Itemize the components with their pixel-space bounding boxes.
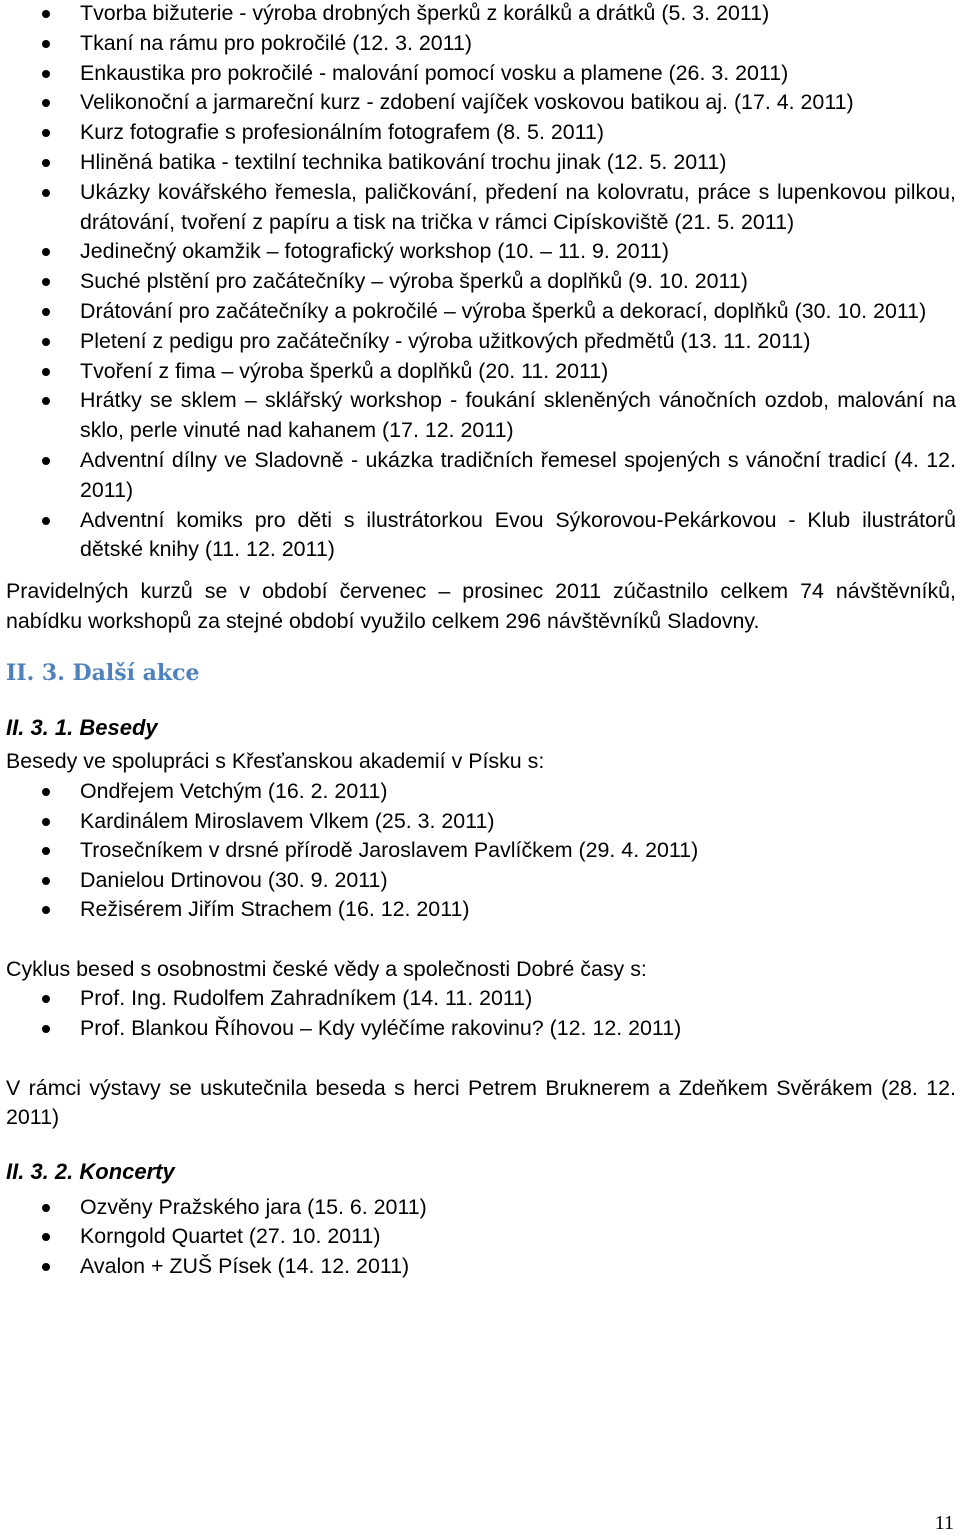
list-item: Hliněná batika - textilní technika batikování trochu jinak (12. 5. 2011) bbox=[6, 148, 956, 178]
summary-paragraph: Pravidelných kurzů se v období červenec – prosinec 2011 zúčastnilo celkem 74 návštěvníků, nabídku workshopů za stejné období využilo celkem 296 návštěvníků Sladovny. bbox=[6, 579, 956, 633]
cyklus-intro: Cyklus besed s osobnostmi české vědy a společnosti Dobré časy s: bbox=[6, 956, 647, 981]
list-item: Tvoření z fima – výroba šperků a doplňků (20. 11. 2011) bbox=[6, 357, 956, 387]
list-item: Hrátky se sklem – sklářský workshop - foukání skleněných vánočních ozdob, malování na sklo, perle vinuté nad kahanem (17. 12. 2011) bbox=[6, 386, 956, 446]
document-page bbox=[6, 0, 956, 1282]
list-item: Ukázky kovářského řemesla, paličkování, předení na kolovratu, práce s lupenkovou pilkou, drátování, tvoření z papíru a tisk na trička v rámci Cipískoviště (21. 5. 2011) bbox=[6, 178, 956, 238]
list-item: Pletení z pedigu pro začátečníky - výroba užitkových předmětů (13. 11. 2011) bbox=[6, 327, 956, 357]
list-item: Danielou Drtinovou (30. 9. 2011) bbox=[6, 866, 956, 896]
besedy-heading: II. 3. 1. Besedy bbox=[6, 715, 158, 741]
list-item: Prof. Ing. Rudolfem Zahradníkem (14. 11. 2011) bbox=[6, 984, 956, 1014]
list-item: Suché plstění pro začátečníky – výroba šperků a doplňků (9. 10. 2011) bbox=[6, 267, 956, 297]
list-item: Avalon + ZUŠ Písek (14. 12. 2011) bbox=[6, 1252, 956, 1282]
koncerty-list bbox=[6, 1193, 956, 1282]
list-item: Enkaustika pro pokročilé - malování pomocí vosku a plamene (26. 3. 2011) bbox=[6, 59, 956, 89]
cyklus-list bbox=[6, 984, 956, 1043]
list-item: Trosečníkem v drsné přírodě Jaroslavem Pavlíčkem (29. 4. 2011) bbox=[6, 836, 956, 866]
list-item: Adventní komiks pro děti s ilustrátorkou Evou Sýkorovou-Pekárkovou - Klub ilustrátorů dětské knihy (11. 12. 2011) bbox=[6, 506, 956, 566]
koncerty-heading: II. 3. 2. Koncerty bbox=[6, 1158, 175, 1184]
besedy-list bbox=[6, 777, 956, 925]
page-number: 11 bbox=[934, 1512, 954, 1534]
list-item: Drátování pro začátečníky a pokročilé – výroba šperků a dekorací, doplňků (30. 10. 2011) bbox=[6, 297, 956, 327]
list-item: Korngold Quartet (27. 10. 2011) bbox=[6, 1222, 956, 1252]
list-item: Adventní dílny ve Sladovně - ukázka tradičních řemesel spojených s vánoční tradicí (4. 12. 2011) bbox=[6, 446, 956, 506]
vystava-paragraph: V rámci výstavy se uskutečnila beseda s herci Petrem Bruknerem a Zdeňkem Svěrákem (28. 12. 2011) bbox=[6, 1075, 956, 1130]
section-heading: II. 3. Další akce bbox=[6, 660, 200, 687]
list-item: Tvorba bižuterie - výroba drobných šperků z korálků a drátků (5. 3. 2011) bbox=[6, 0, 956, 29]
list-item: Režisérem Jiřím Strachem (16. 12. 2011) bbox=[6, 895, 956, 925]
list-item: Tkaní na rámu pro pokročilé (12. 3. 2011) bbox=[6, 29, 956, 59]
list-item: Jedinečný okamžik – fotografický workshop (10. – 11. 9. 2011) bbox=[6, 237, 956, 267]
courses-list bbox=[6, 0, 956, 565]
besedy-intro: Besedy ve spolupráci s Křesťanskou akademií v Písku s: bbox=[6, 749, 545, 774]
list-item: Ozvěny Pražského jara (15. 6. 2011) bbox=[6, 1193, 956, 1223]
list-item: Velikonoční a jarmareční kurz - zdobení vajíček voskovou batikou aj. (17. 4. 2011) bbox=[6, 88, 956, 118]
list-item: Ondřejem Vetchým (16. 2. 2011) bbox=[6, 777, 956, 807]
list-item: Kardinálem Miroslavem Vlkem (25. 3. 2011) bbox=[6, 807, 956, 837]
list-item: Kurz fotografie s profesionálním fotografem (8. 5. 2011) bbox=[6, 118, 956, 148]
list-item: Prof. Blankou Říhovou – Kdy vyléčíme rakovinu? (12. 12. 2011) bbox=[6, 1014, 956, 1044]
